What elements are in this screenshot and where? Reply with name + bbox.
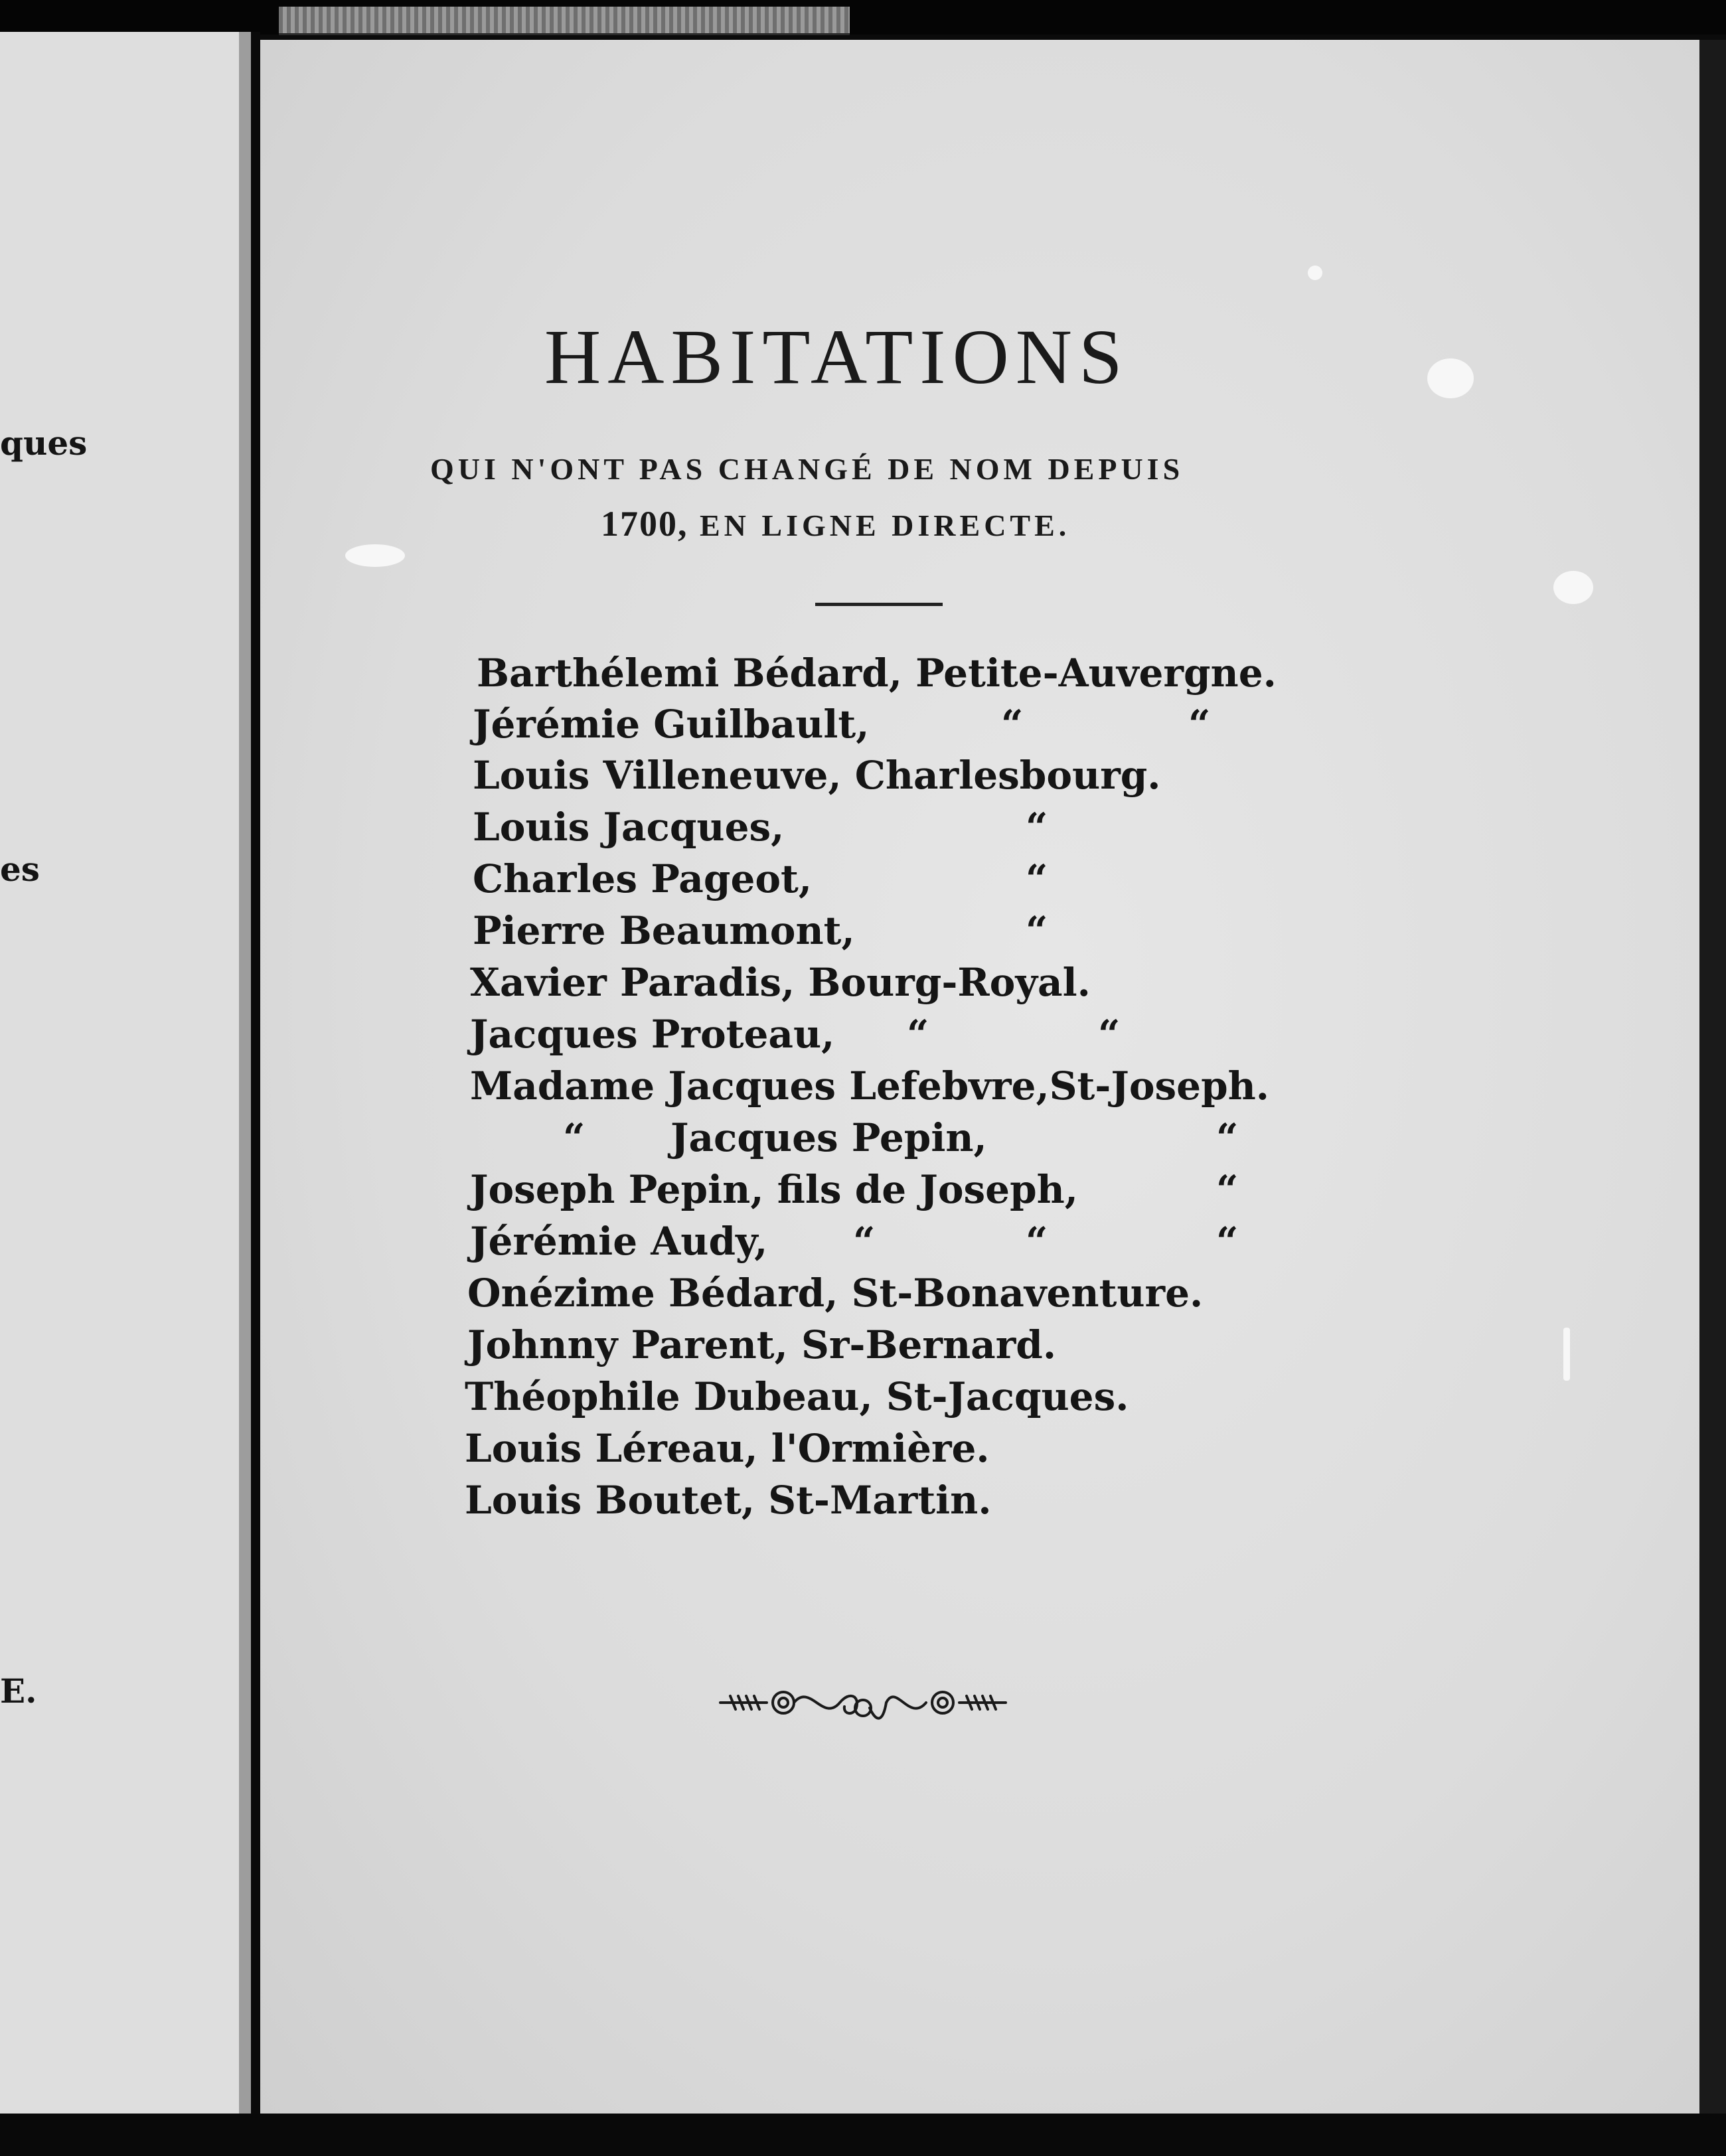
- left-page-fragment: es: [0, 850, 40, 889]
- left-page-edge: [0, 32, 239, 2116]
- ditto-mark: “: [907, 1012, 929, 1057]
- habitation-entry: Louis Léreau, l'Ormière.: [465, 1426, 990, 1471]
- habitation-entry: Jacques Proteau,: [470, 1012, 835, 1057]
- habitation-entry: Jérémie Guilbault,: [473, 702, 870, 747]
- tailpiece-ornament: [717, 1676, 1009, 1729]
- ditto-mark: “: [1026, 908, 1048, 953]
- ditto-mark: “: [1026, 856, 1048, 901]
- ditto-mark: “: [1188, 702, 1211, 747]
- subtitle-year: 1700,: [601, 504, 688, 544]
- scan-speck: [345, 544, 405, 567]
- scan-right-border: [1699, 40, 1726, 2118]
- habitation-entry: Madame Jacques Lefebvre,St-Joseph.: [470, 1063, 1269, 1109]
- habitation-entry: Pierre Beaumont,: [473, 908, 855, 953]
- ditto-mark: “: [1026, 1219, 1048, 1264]
- habitation-entry: Théophile Dubeau, St-Jacques.: [465, 1374, 1129, 1419]
- habitation-entry: Louis Boutet, St-Martin.: [465, 1478, 992, 1523]
- scan-speck: [1553, 571, 1593, 604]
- left-page-fragment: E.: [0, 1671, 37, 1711]
- scan-ruler-strip: [279, 7, 850, 35]
- page-gutter: [251, 32, 260, 2129]
- ditto-mark: “: [1098, 1012, 1121, 1057]
- habitation-entry: Louis Villeneuve, Charlesbourg.: [473, 753, 1161, 798]
- habitation-entry: Johnny Parent, Sr-Bernard.: [467, 1322, 1057, 1367]
- page-title: HABITATIONS: [544, 313, 1129, 400]
- habitation-entry: Onézime Bédard, St-Bonaventure.: [467, 1270, 1204, 1316]
- ditto-mark: “: [1001, 702, 1024, 747]
- title-divider-rule: [815, 603, 943, 606]
- ditto-mark: “: [1216, 1167, 1239, 1212]
- habitation-entry: Jacques Pepin,: [670, 1115, 987, 1160]
- habitation-entry: Xavier Paradis, Bourg-Royal.: [470, 960, 1091, 1005]
- subtitle-rest: EN LIGNE DIRECTE.: [688, 508, 1071, 542]
- scan-speck: [1563, 1328, 1570, 1381]
- scan-speck: [1427, 358, 1474, 398]
- left-page-fragment: ques: [0, 424, 88, 463]
- scan-speck: [1308, 266, 1322, 280]
- subtitle-line-2: [601, 503, 1070, 544]
- page-edge-shadow: [239, 32, 251, 2116]
- ditto-mark: “: [853, 1219, 876, 1264]
- habitation-entry: Joseph Pepin, fils de Joseph,: [470, 1167, 1078, 1212]
- ditto-mark: “: [1216, 1115, 1239, 1160]
- ditto-mark: “: [563, 1115, 586, 1160]
- subtitle-line-1: QUI N'ONT PAS CHANGÉ DE NOM DEPUIS: [430, 452, 1184, 486]
- scan-top-border: [0, 0, 1726, 35]
- habitation-entry: Jérémie Audy,: [470, 1219, 768, 1264]
- ditto-mark: “: [1026, 805, 1048, 850]
- scan-bottom-border: [0, 2114, 1726, 2156]
- ditto-mark: “: [1216, 1219, 1239, 1264]
- habitation-entry: Charles Pageot,: [473, 856, 813, 901]
- habitation-entry: Louis Jacques,: [473, 805, 785, 850]
- habitation-entry: Barthélemi Bédard, Petite-Auvergne.: [477, 651, 1277, 696]
